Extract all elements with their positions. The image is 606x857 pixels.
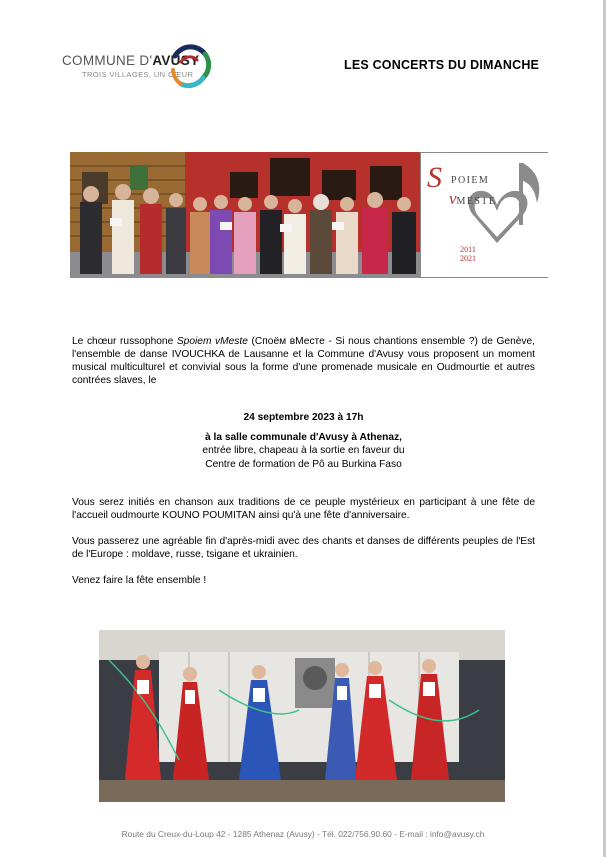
top-banner xyxy=(70,152,548,278)
event-venue: à la salle communale d'Avusy à Athenaz, xyxy=(205,431,402,443)
paragraph-invitation: Venez faire la fête ensemble ! xyxy=(72,575,207,586)
choir-photo xyxy=(70,152,420,278)
commune-logo xyxy=(60,40,210,92)
choir-logo-years: 2011 2021 xyxy=(460,245,476,263)
choir-logo xyxy=(420,152,548,278)
choir-name: Spoiem vMeste xyxy=(176,336,248,347)
page-title: LES CONCERTS DU DIMANCHE xyxy=(344,58,540,72)
choir-logo-initial-s: S xyxy=(427,161,442,194)
event-details xyxy=(72,411,535,471)
logo-name: COMMUNE D'AVUSY xyxy=(62,53,200,68)
logo-ring-icon xyxy=(167,42,211,90)
event-date: 24 septembre 2023 à 17h xyxy=(243,412,364,423)
logo-tagline: TROIS VILLAGES, UN CŒUR xyxy=(82,70,194,79)
event-entry: entrée libre, chapeau à la sortie en faveur du xyxy=(202,445,405,456)
paragraph-afternoon: Vous passerez une agréable fin d'après-midi avec des chants et danses de différents peuples de l'Est de l'Europe : moldave, russe, tsigane et ukrainien. xyxy=(72,536,535,560)
choir-logo-line2: vMESTE xyxy=(449,189,497,208)
choir-logo-line1: POIEM xyxy=(451,175,490,186)
event-beneficiary: Centre de formation de Pô au Burkina Faso xyxy=(205,458,402,470)
dance-photo xyxy=(99,630,505,802)
paragraph-initiation: Vous serez initiés en chanson aux traditions de ce peuple mystérieux en participant à une fête de l'accueil oudmourte KOUNO POUMITAN ainsi qu'à une fête d'anniversaire. xyxy=(72,497,535,521)
intro-paragraph: Le chœur russophone Spoiem vMeste (Споём вМесте - Si nous chantions ensemble ?) de Genève, l'ensemble de danse IVOUCHKA de Lausanne et la Commune d'Avusy vous proposent un moment musical multiculturel et convivial sous la forme d'une promenade musicale en Oudmourtie et autres contrées slaves, le xyxy=(72,336,535,386)
footer-contact: Route du Creux-du-Loup 42 - 1285 Athenaz (Avusy) - Tél. 022/756.90.60 - E-mail : info@avusy.ch xyxy=(121,829,485,839)
